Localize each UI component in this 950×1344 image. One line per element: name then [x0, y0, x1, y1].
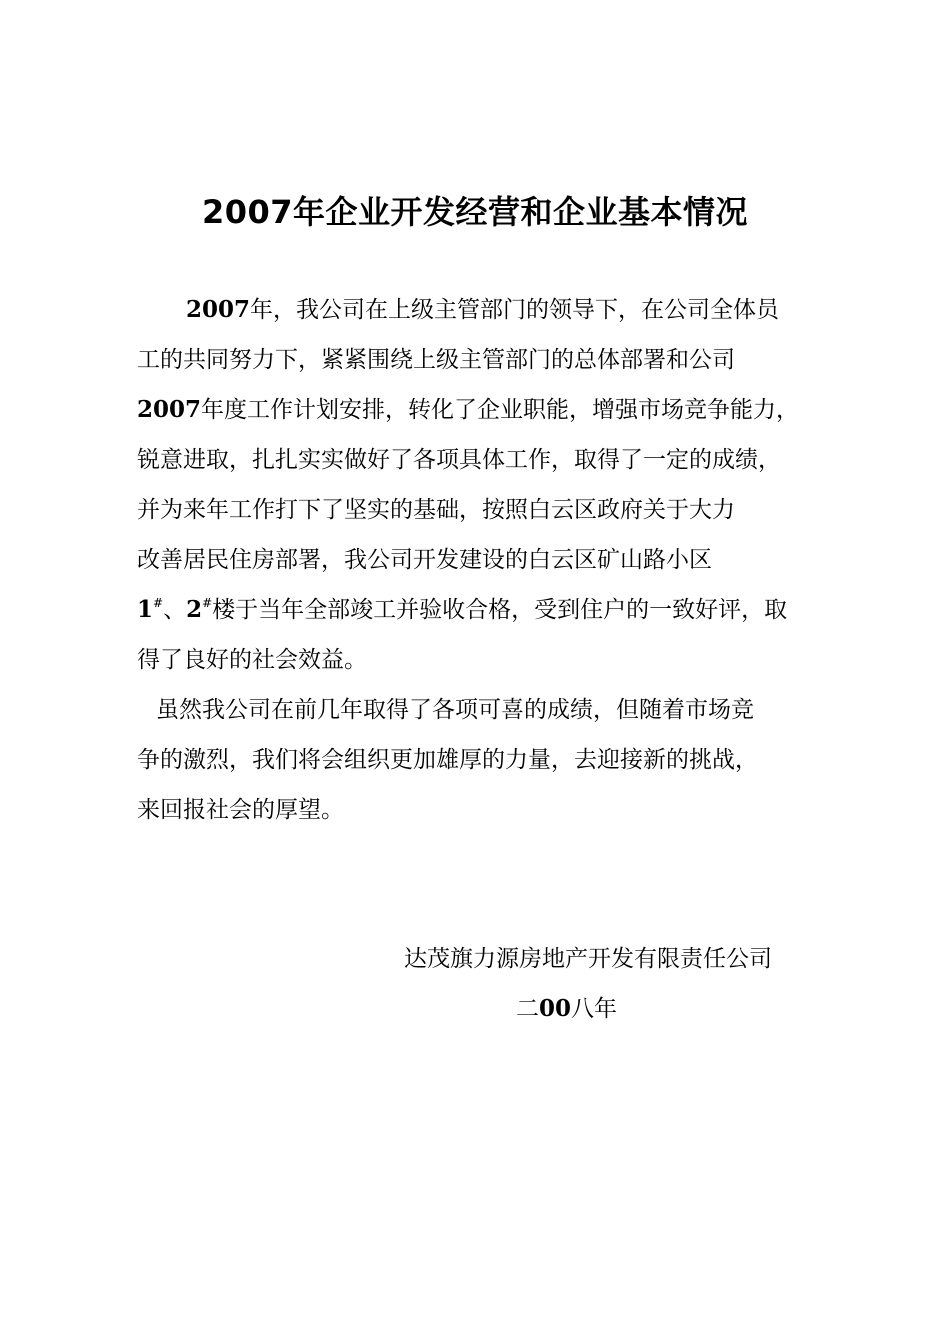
paragraph1-line8: 得了良好的社会效益。: [137, 647, 367, 673]
paragraph1-line5: 并为来年工作打下了坚实的基础，按照白云区政府关于大力: [137, 497, 735, 523]
separator: 、: [163, 597, 187, 623]
date-suffix: 八年: [571, 996, 618, 1022]
paragraph1-line6: 改善居民住房部署，我公司开发建设的白云区矿山路小区: [137, 547, 712, 573]
paragraph1-line7: [137, 594, 787, 626]
paragraph1-line1: [186, 294, 779, 326]
date-digits: 00: [539, 995, 572, 1022]
building-mark-1: #: [153, 596, 164, 610]
building-number-1: 1: [137, 596, 154, 623]
paragraph2-line2: 争的激烈，我们将会组织更加雄厚的力量，去迎接新的挑战，: [137, 747, 758, 773]
paragraph2-line1: 虽然我公司在前几年取得了各项可喜的成绩，但随着市场竞: [156, 697, 754, 723]
paragraph1-line4: 锐意进取，扎扎实实做好了各项具体工作，取得了一定的成绩，: [137, 447, 781, 473]
building-mark-2: #: [202, 596, 213, 610]
paragraph1-line1-text: 年，我公司在上级主管部门的领导下，在公司全体员: [250, 297, 780, 323]
year-number: 2007: [137, 396, 202, 423]
date-prefix: 二: [516, 996, 539, 1022]
paragraph2-line3: 来回报社会的厚望。: [137, 797, 344, 823]
signature-company: 达茂旗力源房地产开发有限责任公司: [404, 946, 772, 972]
year-number: 2007: [186, 296, 251, 323]
paragraph1-line3-text: 年度工作计划安排，转化了企业职能，增强市场竞争能力，: [201, 397, 800, 423]
document-title: 2007年企业开发经营和企业基本情况: [201, 193, 749, 231]
paragraph1-line7-text: 楼于当年全部竣工并验收合格，受到住户的一致好评，取: [212, 597, 788, 623]
building-number-2: 2: [186, 596, 203, 623]
paragraph1-line2: 工的共同努力下，紧紧围绕上级主管部门的总体部署和公司: [137, 347, 735, 373]
paragraph1-line3: [137, 394, 799, 426]
signature-date: [516, 993, 617, 1025]
